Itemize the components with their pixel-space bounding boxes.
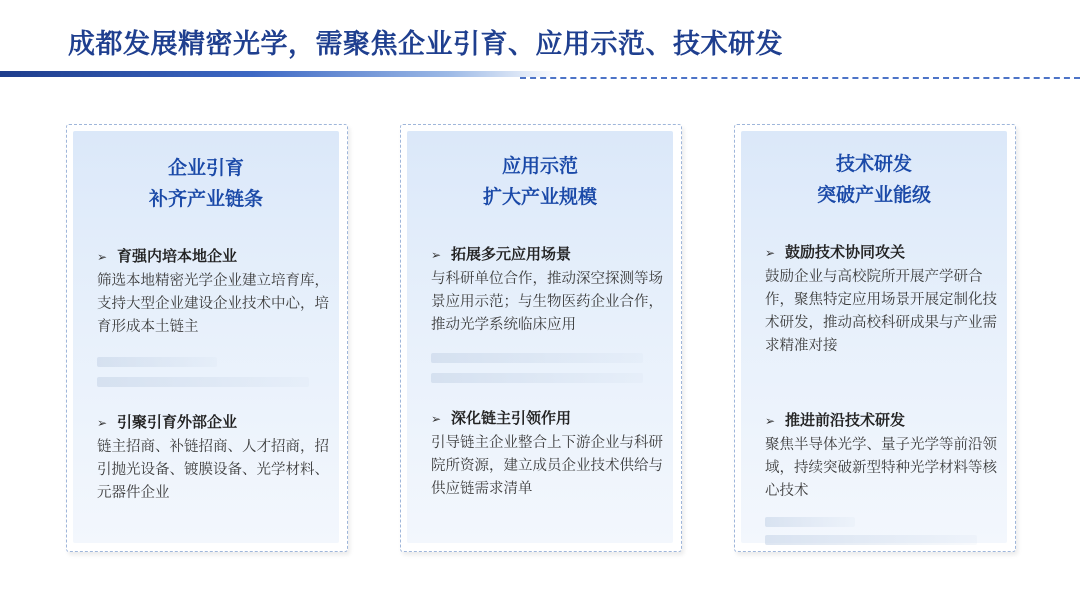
faded-placeholder xyxy=(765,535,977,545)
section-body: 与科研单位合作，推动深空探测等场景应用示范；与生物医药企业合作，推动光学系统临床应用 xyxy=(431,271,663,333)
section-title-text: 引聚引育外部企业 xyxy=(117,413,238,431)
arrow-bullet-icon: ➢ xyxy=(431,412,442,426)
section-title-text: 拓展多元应用场景 xyxy=(451,245,572,263)
card-enterprise-cultivation xyxy=(66,124,348,552)
section-title-text: 深化链主引领作用 xyxy=(451,409,572,427)
arrow-bullet-icon: ➢ xyxy=(97,416,108,430)
faded-placeholder xyxy=(431,353,643,363)
card-background xyxy=(407,131,673,543)
card-section xyxy=(431,243,663,337)
arrow-bullet-icon: ➢ xyxy=(765,246,776,260)
section-title xyxy=(97,245,329,268)
card-section xyxy=(97,411,329,505)
faded-placeholder xyxy=(765,517,855,527)
page-title: 成都发展精密光学，需聚焦企业引育、应用示范、技术研发 xyxy=(68,29,783,60)
section-title-text: 推进前沿技术研发 xyxy=(785,411,906,429)
card-background xyxy=(73,131,339,543)
card-heading-primary: 应用示范 xyxy=(501,155,578,177)
card-heading-primary: 技术研发 xyxy=(835,153,912,175)
section-body: 链主招商、补链招商、人才招商，招引抛光设备、镀膜设备、光学材料、元器件企业 xyxy=(97,439,329,501)
card-heading-primary: 企业引育 xyxy=(167,157,244,179)
arrow-bullet-icon: ➢ xyxy=(431,248,442,262)
arrow-bullet-icon: ➢ xyxy=(97,250,108,264)
card-background xyxy=(741,131,1007,543)
section-title-text: 育强内培本地企业 xyxy=(117,247,238,265)
arrow-bullet-icon: ➢ xyxy=(765,414,776,428)
title-underline xyxy=(0,71,560,77)
card-heading-secondary: 扩大产业规模 xyxy=(482,186,597,208)
section-title-text: 鼓励技术协同攻关 xyxy=(785,243,906,261)
faded-placeholder xyxy=(431,373,643,383)
section-title xyxy=(765,241,997,264)
card-heading-secondary: 突破产业能级 xyxy=(816,184,931,206)
card-application-demo xyxy=(400,124,682,552)
card-section xyxy=(765,409,997,503)
section-body: 聚焦半导体光学、量子光学等前沿领域，持续突破新型特种光学材料等核心技术 xyxy=(765,437,997,499)
section-body: 筛选本地精密光学企业建立培育库，支持大型企业建设企业技术中心，培育形成本土链主 xyxy=(97,273,329,335)
title-dashed-rule xyxy=(520,77,1080,79)
faded-placeholder xyxy=(97,357,217,367)
card-tech-rnd xyxy=(734,124,1016,552)
section-title xyxy=(431,407,663,430)
card-heading-secondary: 补齐产业链条 xyxy=(148,188,263,210)
card-section xyxy=(431,407,663,501)
section-title xyxy=(765,409,997,432)
section-title xyxy=(431,243,663,266)
section-body: 鼓励企业与高校院所开展产学研合作，聚焦特定应用场景开展定制化技术研发，推动高校科研成果与产业需求精准对接 xyxy=(765,269,997,354)
card-section xyxy=(765,241,997,358)
section-title xyxy=(97,411,329,434)
faded-placeholder xyxy=(97,377,309,387)
card-section xyxy=(97,245,329,339)
section-body: 引导链主企业整合上下游企业与科研院所资源，建立成员企业技术供给与供应链需求清单 xyxy=(431,435,663,497)
